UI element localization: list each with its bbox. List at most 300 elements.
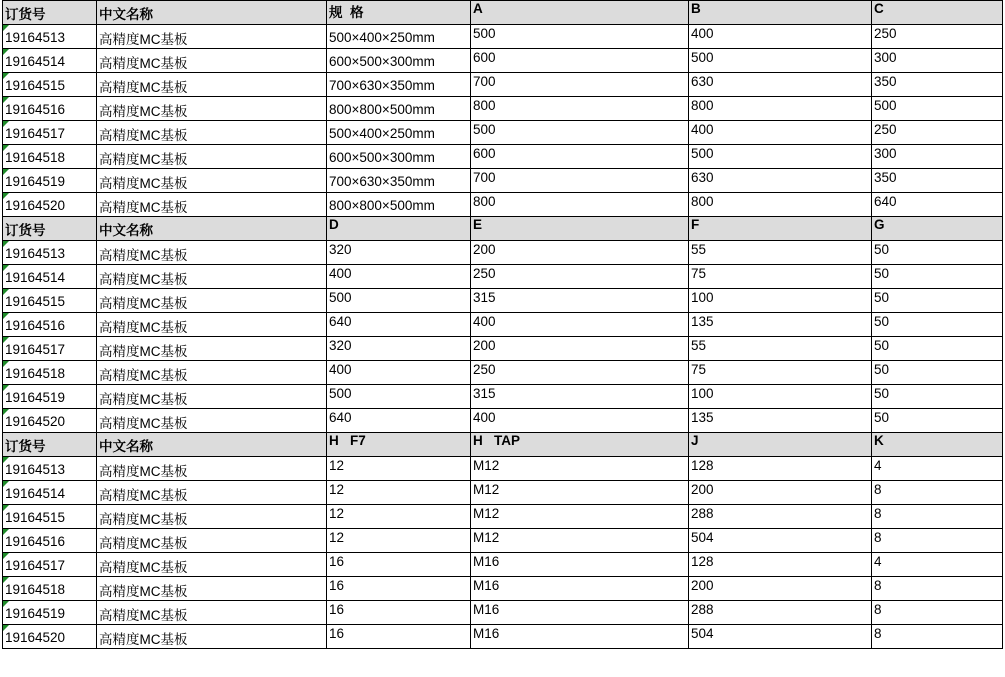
cell-value: 高精度MC基板 (99, 55, 188, 71)
cell-value: 350 (874, 170, 897, 185)
cell-value: 19164520 (5, 414, 66, 429)
table-row (3, 577, 1003, 601)
cell-col-6[interactable] (872, 73, 1003, 97)
cell-order-no[interactable] (3, 529, 97, 553)
cell-col-5[interactable] (689, 457, 872, 481)
column-header-order-no (3, 433, 97, 457)
cell-chinese-name[interactable] (97, 457, 327, 481)
cell-order-no[interactable] (3, 193, 97, 217)
cell-order-no[interactable] (3, 97, 97, 121)
cell-value: 12 (329, 482, 345, 497)
table-row (3, 49, 1003, 73)
cell-value: 高精度MC基板 (99, 415, 188, 431)
cell-chinese-name[interactable] (97, 73, 327, 97)
cell-value: 600×500×300mm (329, 150, 435, 165)
cell-col-3[interactable] (327, 505, 471, 529)
cell-col-4[interactable] (471, 169, 689, 193)
cell-col-5[interactable] (689, 25, 872, 49)
text-number-flag-icon (3, 73, 9, 79)
cell-col-3[interactable] (327, 97, 471, 121)
cell-col-5[interactable] (689, 145, 872, 169)
cell-value: 高精度MC基板 (99, 631, 188, 647)
cell-value: 500 (329, 290, 352, 305)
text-number-flag-icon (3, 145, 9, 151)
cell-col-3[interactable] (327, 409, 471, 433)
cell-chinese-name[interactable] (97, 193, 327, 217)
cell-chinese-name[interactable] (97, 169, 327, 193)
cell-value: 高精度MC基板 (99, 607, 188, 623)
cell-value: 19164513 (5, 462, 66, 477)
cell-value: 400 (329, 266, 352, 281)
cell-col-3[interactable] (327, 625, 471, 649)
text-number-flag-icon (3, 601, 9, 607)
cell-value: 300 (874, 146, 897, 161)
column-header-label: 订货号 (5, 223, 46, 238)
cell-value: 12 (329, 458, 345, 473)
cell-order-no[interactable] (3, 361, 97, 385)
cell-order-no[interactable] (3, 25, 97, 49)
text-number-flag-icon (3, 553, 9, 559)
cell-value: 高精度MC基板 (99, 367, 188, 383)
cell-col-5[interactable] (689, 73, 872, 97)
table-row (3, 457, 1003, 481)
column-header-label: C (874, 1, 884, 16)
column-header-label: 中文名称 (99, 223, 153, 238)
cell-value: 19164517 (5, 342, 66, 357)
cell-value: 75 (691, 362, 707, 377)
column-header-label: 订货号 (5, 439, 46, 454)
cell-order-no[interactable] (3, 505, 97, 529)
cell-value: 19164515 (5, 78, 66, 93)
cell-order-no[interactable] (3, 601, 97, 625)
cell-col-3[interactable] (327, 121, 471, 145)
cell-col-5[interactable] (689, 169, 872, 193)
cell-value: 500 (691, 146, 714, 161)
cell-value: 350 (874, 74, 897, 89)
cell-col-4[interactable] (471, 241, 689, 265)
cell-chinese-name[interactable] (97, 265, 327, 289)
cell-col-4[interactable] (471, 505, 689, 529)
cell-col-5[interactable] (689, 49, 872, 73)
cell-col-6[interactable] (872, 265, 1003, 289)
cell-chinese-name[interactable] (97, 505, 327, 529)
cell-value: 高精度MC基板 (99, 79, 188, 95)
cell-col-6[interactable] (872, 25, 1003, 49)
cell-value: 19164518 (5, 366, 66, 381)
cell-col-3[interactable] (327, 145, 471, 169)
cell-col-5[interactable] (689, 625, 872, 649)
cell-value: 高精度MC基板 (99, 463, 188, 479)
cell-order-no[interactable] (3, 313, 97, 337)
cell-col-3[interactable] (327, 73, 471, 97)
cell-chinese-name[interactable] (97, 241, 327, 265)
cell-col-5[interactable] (689, 577, 872, 601)
column-header-col-5 (689, 433, 872, 457)
cell-value: 500 (691, 50, 714, 65)
cell-order-no[interactable] (3, 553, 97, 577)
column-header-label: E (473, 217, 483, 232)
cell-value: 200 (691, 482, 714, 497)
column-header-label: J (691, 433, 699, 448)
cell-value: 288 (691, 506, 714, 521)
cell-col-6[interactable] (872, 337, 1003, 361)
cell-col-4[interactable] (471, 73, 689, 97)
cell-value: 250 (473, 266, 496, 281)
cell-col-3[interactable] (327, 241, 471, 265)
cell-col-4[interactable] (471, 409, 689, 433)
cell-col-3[interactable] (327, 49, 471, 73)
cell-value: 800 (473, 98, 496, 113)
cell-col-3[interactable] (327, 313, 471, 337)
cell-col-6[interactable] (872, 577, 1003, 601)
cell-col-4[interactable] (471, 337, 689, 361)
table-row (3, 313, 1003, 337)
cell-chinese-name[interactable] (97, 289, 327, 313)
cell-col-5[interactable] (689, 505, 872, 529)
cell-col-5[interactable] (689, 193, 872, 217)
column-header-label: B (691, 1, 701, 16)
table-row (3, 625, 1003, 649)
cell-chinese-name[interactable] (97, 361, 327, 385)
cell-value: 50 (874, 386, 890, 401)
cell-col-4[interactable] (471, 553, 689, 577)
cell-value: 高精度MC基板 (99, 295, 188, 311)
cell-order-no[interactable] (3, 409, 97, 433)
column-header-label: 规 格 (329, 5, 364, 20)
cell-col-6[interactable] (872, 625, 1003, 649)
cell-value: 8 (874, 530, 882, 545)
cell-value: 700 (473, 170, 496, 185)
table-row (3, 601, 1003, 625)
cell-value: 19164516 (5, 534, 66, 549)
cell-value: 50 (874, 290, 890, 305)
column-header-col-3 (327, 1, 471, 25)
cell-value: 600 (473, 146, 496, 161)
cell-value: 50 (874, 314, 890, 329)
cell-value: 135 (691, 410, 714, 425)
cell-col-5[interactable] (689, 241, 872, 265)
text-number-flag-icon (3, 337, 9, 343)
cell-col-6[interactable] (872, 529, 1003, 553)
cell-order-no[interactable] (3, 625, 97, 649)
cell-value: 600×500×300mm (329, 54, 435, 69)
cell-col-5[interactable] (689, 313, 872, 337)
table-row (3, 385, 1003, 409)
column-header-label: H F7 (329, 433, 366, 448)
cell-value: 400 (691, 122, 714, 137)
cell-col-4[interactable] (471, 529, 689, 553)
cell-chinese-name[interactable] (97, 385, 327, 409)
cell-order-no[interactable] (3, 457, 97, 481)
cell-value: 19164515 (5, 294, 66, 309)
cell-value: 50 (874, 242, 890, 257)
cell-col-5[interactable] (689, 601, 872, 625)
cell-value: 500 (473, 122, 496, 137)
cell-value: 500×400×250mm (329, 126, 435, 141)
cell-value: 高精度MC基板 (99, 391, 188, 407)
cell-chinese-name[interactable] (97, 529, 327, 553)
cell-col-3[interactable] (327, 577, 471, 601)
cell-col-5[interactable] (689, 265, 872, 289)
cell-order-no[interactable] (3, 121, 97, 145)
text-number-flag-icon (3, 409, 9, 415)
cell-value: 16 (329, 626, 345, 641)
cell-value: 19164517 (5, 126, 66, 141)
cell-col-5[interactable] (689, 361, 872, 385)
table-row (3, 73, 1003, 97)
cell-value: 高精度MC基板 (99, 175, 188, 191)
cell-value: 高精度MC基板 (99, 487, 188, 503)
cell-value: 400 (473, 410, 496, 425)
cell-order-no[interactable] (3, 49, 97, 73)
column-header-order-no (3, 217, 97, 241)
cell-col-6[interactable] (872, 457, 1003, 481)
cell-order-no[interactable] (3, 73, 97, 97)
cell-col-3[interactable] (327, 289, 471, 313)
cell-value: 8 (874, 602, 882, 617)
cell-value: M12 (473, 458, 500, 473)
cell-value: 19164513 (5, 246, 66, 261)
cell-col-4[interactable] (471, 97, 689, 121)
text-number-flag-icon (3, 361, 9, 367)
cell-col-6[interactable] (872, 169, 1003, 193)
cell-col-4[interactable] (471, 145, 689, 169)
cell-col-4[interactable] (471, 457, 689, 481)
cell-value: 500 (874, 98, 897, 113)
cell-col-5[interactable] (689, 289, 872, 313)
cell-col-5[interactable] (689, 121, 872, 145)
cell-value: 19164519 (5, 606, 66, 621)
cell-value: 19164513 (5, 30, 66, 45)
cell-col-5[interactable] (689, 409, 872, 433)
cell-col-4[interactable] (471, 601, 689, 625)
cell-value: 19164514 (5, 54, 66, 69)
cell-value: 75 (691, 266, 707, 281)
cell-order-no[interactable] (3, 481, 97, 505)
table-row (3, 121, 1003, 145)
cell-value: 400 (691, 26, 714, 41)
text-number-flag-icon (3, 385, 9, 391)
column-header-col-4 (471, 433, 689, 457)
cell-col-4[interactable] (471, 49, 689, 73)
cell-value: 640 (329, 410, 352, 425)
cell-col-3[interactable] (327, 337, 471, 361)
cell-col-3[interactable] (327, 265, 471, 289)
cell-value: 8 (874, 506, 882, 521)
column-header-label: A (473, 1, 483, 16)
cell-value: 8 (874, 578, 882, 593)
table-row (3, 361, 1003, 385)
cell-order-no[interactable] (3, 145, 97, 169)
cell-col-4[interactable] (471, 481, 689, 505)
cell-value: 高精度MC基板 (99, 583, 188, 599)
text-number-flag-icon (3, 505, 9, 511)
cell-col-3[interactable] (327, 361, 471, 385)
cell-value: 19164519 (5, 174, 66, 189)
cell-value: 12 (329, 506, 345, 521)
cell-value: 250 (473, 362, 496, 377)
cell-col-6[interactable] (872, 553, 1003, 577)
cell-chinese-name[interactable] (97, 49, 327, 73)
cell-col-5[interactable] (689, 481, 872, 505)
cell-col-6[interactable] (872, 481, 1003, 505)
cell-chinese-name[interactable] (97, 337, 327, 361)
cell-col-6[interactable] (872, 385, 1003, 409)
cell-col-4[interactable] (471, 313, 689, 337)
cell-col-6[interactable] (872, 361, 1003, 385)
cell-col-6[interactable] (872, 241, 1003, 265)
cell-col-5[interactable] (689, 553, 872, 577)
cell-value: 700×630×350mm (329, 78, 435, 93)
cell-col-3[interactable] (327, 481, 471, 505)
text-number-flag-icon (3, 193, 9, 199)
cell-value: 700 (473, 74, 496, 89)
cell-col-6[interactable] (872, 121, 1003, 145)
cell-chinese-name[interactable] (97, 121, 327, 145)
column-header-col-6 (872, 1, 1003, 25)
cell-col-4[interactable] (471, 577, 689, 601)
text-number-flag-icon (3, 97, 9, 103)
text-number-flag-icon (3, 529, 9, 535)
cell-chinese-name[interactable] (97, 97, 327, 121)
text-number-flag-icon (3, 481, 9, 487)
table-row (3, 241, 1003, 265)
cell-col-5[interactable] (689, 337, 872, 361)
column-header-col-6 (872, 433, 1003, 457)
cell-value: 19164516 (5, 318, 66, 333)
cell-value: 800 (473, 194, 496, 209)
cell-value: 高精度MC基板 (99, 151, 188, 167)
cell-order-no[interactable] (3, 289, 97, 313)
table-row (3, 193, 1003, 217)
cell-col-4[interactable] (471, 385, 689, 409)
column-header-order-no (3, 1, 97, 25)
column-header-col-4 (471, 217, 689, 241)
cell-value: 高精度MC基板 (99, 271, 188, 287)
cell-col-6[interactable] (872, 601, 1003, 625)
column-header-label: D (329, 217, 339, 232)
cell-col-3[interactable] (327, 25, 471, 49)
cell-value: 高精度MC基板 (99, 31, 188, 47)
cell-value: 高精度MC基板 (99, 535, 188, 551)
cell-col-4[interactable] (471, 625, 689, 649)
cell-col-6[interactable] (872, 145, 1003, 169)
cell-value: 50 (874, 362, 890, 377)
column-header-col-4 (471, 1, 689, 25)
cell-value: 320 (329, 338, 352, 353)
cell-value: 700×630×350mm (329, 174, 435, 189)
cell-order-no[interactable] (3, 577, 97, 601)
cell-value: 19164518 (5, 582, 66, 597)
section-header-row (3, 433, 1003, 457)
cell-value: 800×800×500mm (329, 102, 435, 117)
cell-chinese-name[interactable] (97, 25, 327, 49)
text-number-flag-icon (3, 577, 9, 583)
text-number-flag-icon (3, 121, 9, 127)
cell-order-no[interactable] (3, 337, 97, 361)
cell-col-6[interactable] (872, 505, 1003, 529)
cell-value: M12 (473, 530, 500, 545)
cell-col-3[interactable] (327, 385, 471, 409)
cell-col-5[interactable] (689, 385, 872, 409)
column-header-col-3 (327, 433, 471, 457)
cell-col-3[interactable] (327, 169, 471, 193)
cell-chinese-name[interactable] (97, 313, 327, 337)
cell-value: M16 (473, 626, 500, 641)
column-header-col-5 (689, 1, 872, 25)
cell-col-3[interactable] (327, 193, 471, 217)
cell-chinese-name[interactable] (97, 145, 327, 169)
cell-order-no[interactable] (3, 241, 97, 265)
cell-value: 19164515 (5, 510, 66, 525)
cell-order-no[interactable] (3, 169, 97, 193)
cell-col-3[interactable] (327, 601, 471, 625)
cell-chinese-name[interactable] (97, 553, 327, 577)
cell-value: 300 (874, 50, 897, 65)
cell-col-4[interactable] (471, 265, 689, 289)
table-row (3, 505, 1003, 529)
text-number-flag-icon (3, 625, 9, 631)
cell-value: 315 (473, 290, 496, 305)
cell-value: 高精度MC基板 (99, 319, 188, 335)
cell-value: 50 (874, 410, 890, 425)
cell-col-5[interactable] (689, 97, 872, 121)
cell-chinese-name[interactable] (97, 577, 327, 601)
cell-value: 800 (691, 98, 714, 113)
cell-col-3[interactable] (327, 529, 471, 553)
column-header-chinese-name (97, 217, 327, 241)
column-header-label: K (874, 433, 884, 448)
column-header-chinese-name (97, 1, 327, 25)
cell-col-4[interactable] (471, 25, 689, 49)
cell-col-6[interactable] (872, 313, 1003, 337)
cell-col-6[interactable] (872, 289, 1003, 313)
cell-value: 55 (691, 338, 707, 353)
cell-col-4[interactable] (471, 289, 689, 313)
cell-chinese-name[interactable] (97, 409, 327, 433)
cell-chinese-name[interactable] (97, 481, 327, 505)
cell-value: 16 (329, 554, 345, 569)
cell-col-4[interactable] (471, 121, 689, 145)
spec-table (2, 0, 1003, 649)
cell-value: 高精度MC基板 (99, 343, 188, 359)
cell-order-no[interactable] (3, 385, 97, 409)
cell-chinese-name[interactable] (97, 625, 327, 649)
cell-col-6[interactable] (872, 97, 1003, 121)
cell-value: 800 (691, 194, 714, 209)
cell-col-5[interactable] (689, 529, 872, 553)
cell-col-3[interactable] (327, 553, 471, 577)
cell-order-no[interactable] (3, 265, 97, 289)
cell-value: 高精度MC基板 (99, 103, 188, 119)
cell-value: 高精度MC基板 (99, 511, 188, 527)
cell-value: 高精度MC基板 (99, 127, 188, 143)
cell-col-4[interactable] (471, 361, 689, 385)
cell-col-6[interactable] (872, 193, 1003, 217)
cell-col-3[interactable] (327, 457, 471, 481)
cell-col-4[interactable] (471, 193, 689, 217)
cell-col-6[interactable] (872, 49, 1003, 73)
cell-value: 400 (329, 362, 352, 377)
text-number-flag-icon (3, 49, 9, 55)
table-row (3, 25, 1003, 49)
cell-value: 400 (473, 314, 496, 329)
cell-chinese-name[interactable] (97, 601, 327, 625)
table-row (3, 529, 1003, 553)
cell-value: 高精度MC基板 (99, 199, 188, 215)
cell-value: 504 (691, 530, 714, 545)
cell-col-6[interactable] (872, 409, 1003, 433)
